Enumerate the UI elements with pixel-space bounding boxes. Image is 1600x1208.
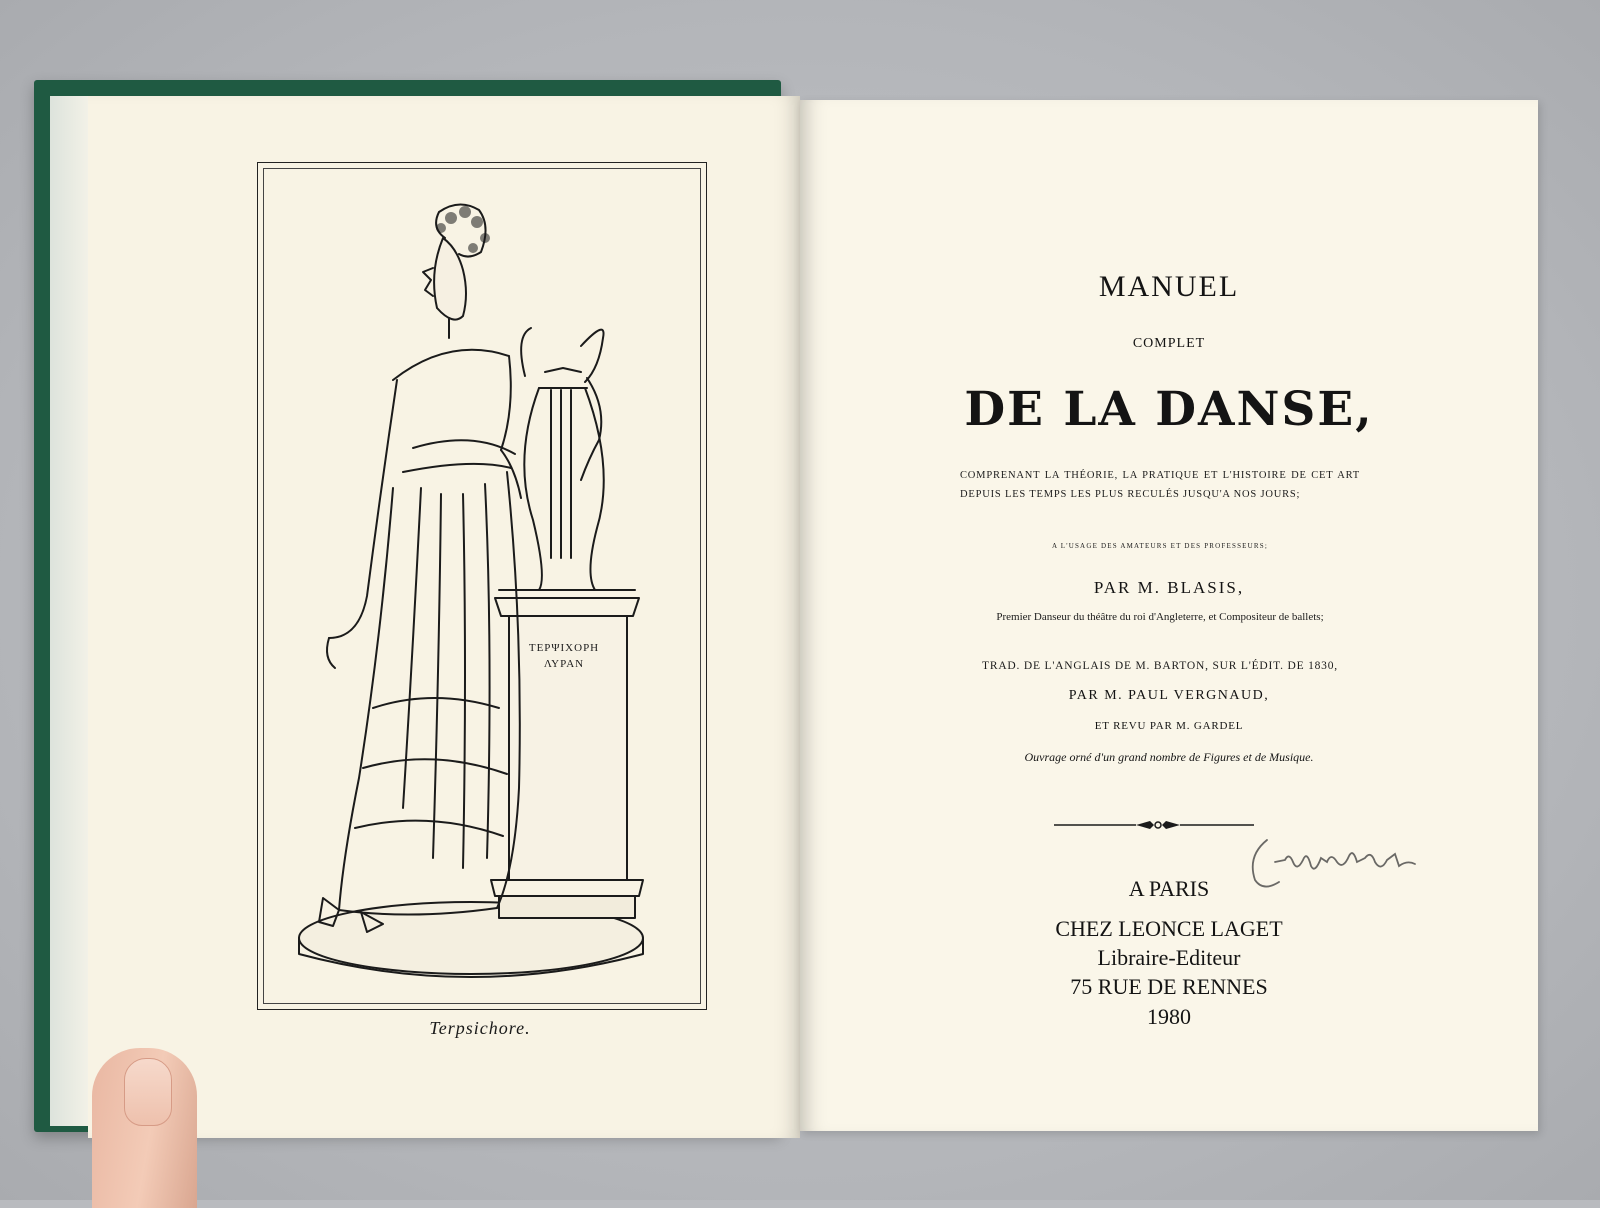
fingernail	[124, 1058, 172, 1126]
author-role: Premier Danseur du théâtre du roi d'Angleterre, et Compositeur de ballets;	[996, 611, 1324, 623]
translator-line: PAR M. PAUL VERGNAUD,	[1068, 688, 1270, 703]
endpaper-edge	[50, 96, 88, 1126]
handwritten-signature	[1245, 832, 1430, 902]
ouvrage-line: Ouvrage orné d'un grand nombre de Figures et de Musique.	[1024, 750, 1314, 764]
translation-line: TRAD. DE L'ANGLAIS DE M. BARTON, SUR L'ÉDIT. DE 1830,	[982, 660, 1338, 672]
author-line: PAR M. BLASIS,	[1093, 578, 1245, 597]
publication-place: A PARIS	[1128, 876, 1210, 901]
title-description: COMPRENANT LA THÉORIE, LA PRATIQUE ET L'HISTOIRE DE CET ART DEPUIS LES TEMPS LES PLUS RECULÉS JUSQU'A NOS JOURS;	[960, 470, 1360, 500]
revised-line: ET REVU PAR M. GARDEL	[1094, 720, 1244, 732]
plate-inscription	[509, 640, 619, 672]
ornament-rule-icon	[1050, 818, 1258, 832]
publication-year: 1980	[1147, 1004, 1191, 1029]
title-usage: A L'USAGE DES AMATEURS ET DES PROFESSEURS;	[1051, 542, 1269, 550]
publisher-address: 75 RUE DE RENNES	[1070, 974, 1268, 999]
inscription-line-2: ΛΥΡΑΝ	[543, 658, 585, 670]
plate-caption: Terpsichore.	[429, 1018, 531, 1038]
title-complet: COMPLET	[1132, 336, 1206, 351]
page-title: DE LA DANSE,	[964, 382, 1374, 437]
publisher-name: CHEZ LEONCE LAGET	[1055, 916, 1283, 941]
publisher-role: Libraire-Editeur	[1097, 945, 1241, 970]
inscription-line-1: ΤΕΡΨΙΧΟΡΗ	[528, 642, 600, 654]
terpsichore-engraving	[263, 168, 699, 1002]
title-manuel: MANUEL	[1098, 270, 1240, 303]
